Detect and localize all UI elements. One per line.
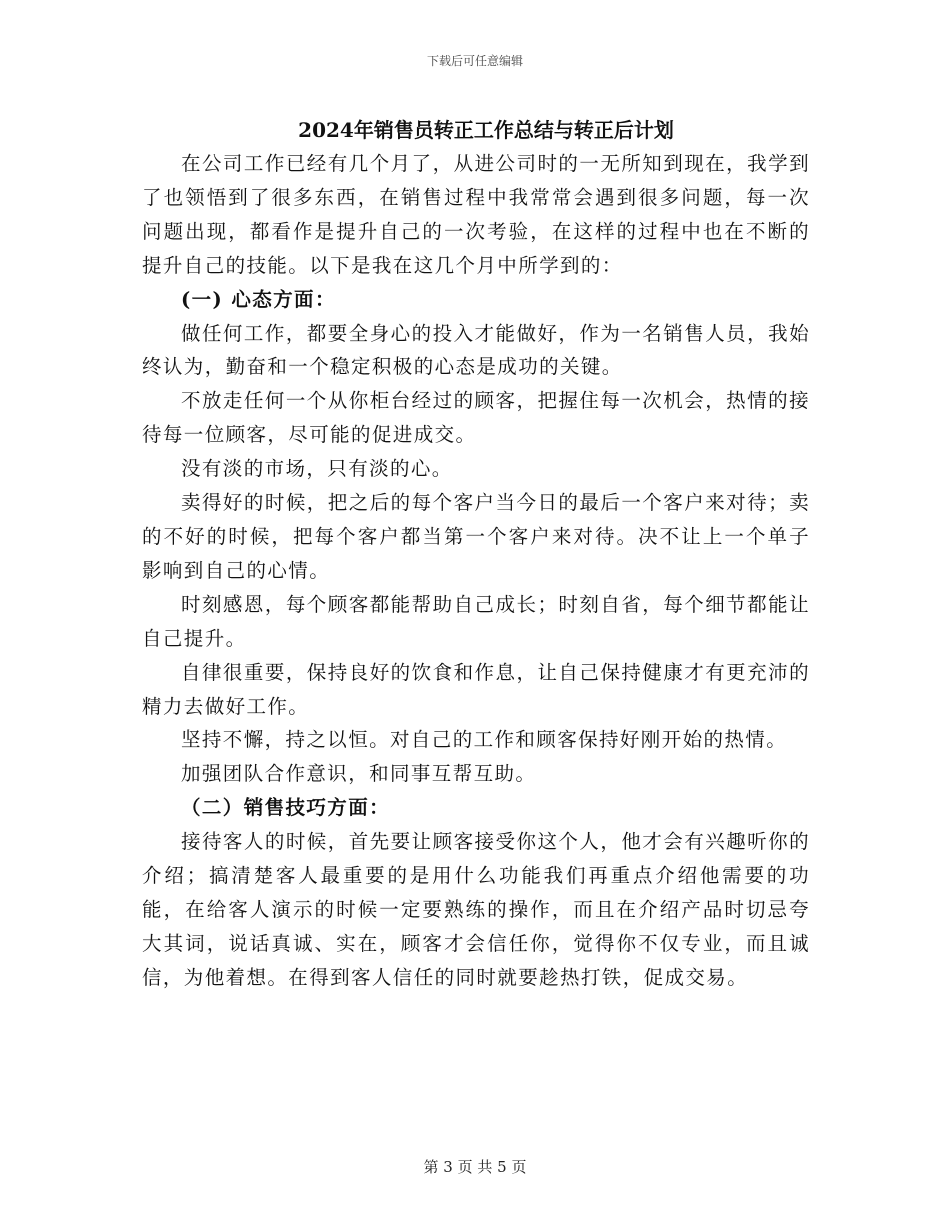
paragraph: 自律很重要，保持良好的饮食和作息，让自己保持健康才有更充沛的精力去做好工作。 [142, 660, 810, 718]
paragraph: 卖得好的时候，把之后的每个客户当今日的最后一个客户来对待；卖的不好的时候，把每个客户都当第一个客户来对待。决不让上一个单子影响到自己的心情。 [142, 491, 810, 582]
paragraph: 加强团队合作意识，和同事互帮互助。 [181, 762, 537, 786]
paragraph: 接待客人的时候，首先要让顾客接受你这个人，他才会有兴趣听你的介绍；搞清楚客人最重要的是用什么功能我们再重点介绍他需要的功能，在给客人演示的时候一定要熟练的操作，而且在介绍产品时切忌夸大其词，说话真诚、实在，顾客才会信任你，觉得你不仅专业，而且诚信，为他着想。在得到客人信任的同时就要趁热打铁，促成交易。 [142, 830, 810, 989]
page-number: 第 3 页 共 5 页 [423, 1158, 527, 1176]
document-title: 2024年销售员转正工作总结与转正后计划 [298, 118, 674, 142]
paragraph: 坚持不懈，持之以恒。对自己的工作和顾客保持好刚开始的热情。 [181, 728, 788, 752]
paragraph: 没有淡的市场，只有淡的心。 [181, 457, 453, 481]
paragraph: 做任何工作，都要全身心的投入才能做好，作为一名销售人员，我始终认为，勤奋和一个稳定积极的心态是成功的关键。 [142, 321, 810, 379]
document-body [142, 113, 810, 995]
section-heading-mindset: (一) 心态方面： [181, 287, 336, 311]
paragraph: 时刻感恩，每个顾客都能帮助自己成长；时刻自省，每个细节都能让自己提升。 [142, 592, 810, 650]
paragraph-intro: 在公司工作已经有几个月了，从进公司时的一无所知到现在，我学到了也领悟到了很多东西，在销售过程中我常常会遇到很多问题，每一次问题出现，都看作是提升自己的一次考验，在这样的过程中也在不断的提升自己的技能。以下是我在这几个月中所学到的： [142, 152, 810, 277]
page-header: 下载后可任意编辑 [426, 54, 523, 68]
section-heading-sales-skills: （二）销售技巧方面： [181, 796, 391, 820]
paragraph: 不放走任何一个从你柜台经过的顾客，把握住每一次机会，热情的接待每一位顾客，尽可能的促进成交。 [142, 389, 810, 447]
